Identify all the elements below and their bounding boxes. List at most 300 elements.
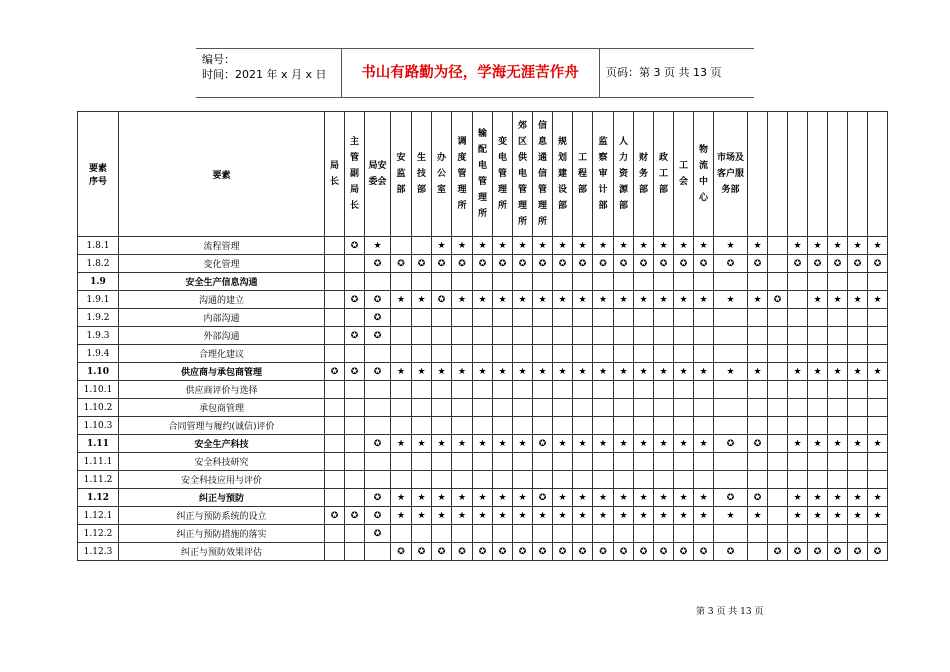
related-responsibility-mark: ★ (634, 489, 654, 507)
empty-cell (513, 417, 533, 435)
row-id: 1.12.3 (78, 543, 119, 561)
row-id: 1.11 (78, 435, 119, 453)
related-responsibility-mark: ★ (868, 291, 888, 309)
related-responsibility-mark: ★ (694, 363, 714, 381)
primary-responsibility-mark: ✪ (593, 543, 614, 561)
column-header: 办公室 (432, 112, 452, 237)
primary-responsibility-mark: ✪ (748, 255, 768, 273)
primary-responsibility-mark: ✪ (553, 255, 573, 273)
related-responsibility-mark: ★ (593, 435, 614, 453)
primary-responsibility-mark: ✪ (828, 255, 848, 273)
empty-cell (533, 309, 553, 327)
related-responsibility-mark: ★ (513, 291, 533, 309)
empty-cell (493, 309, 513, 327)
primary-responsibility-mark: ✪ (614, 543, 634, 561)
related-responsibility-mark: ★ (654, 237, 674, 255)
empty-cell (788, 381, 808, 399)
empty-cell (788, 291, 808, 309)
empty-cell (553, 381, 573, 399)
related-responsibility-mark: ★ (533, 291, 553, 309)
empty-cell (493, 525, 513, 543)
empty-cell (788, 453, 808, 471)
empty-cell (432, 525, 452, 543)
related-responsibility-mark: ★ (573, 507, 593, 525)
empty-cell (614, 417, 634, 435)
empty-cell (714, 399, 748, 417)
related-responsibility-mark: ★ (513, 363, 533, 381)
primary-responsibility-mark: ✪ (365, 435, 391, 453)
empty-cell (768, 327, 788, 345)
empty-cell (473, 471, 493, 489)
empty-cell (493, 417, 513, 435)
empty-cell (325, 345, 345, 363)
empty-cell (365, 543, 391, 561)
empty-cell (614, 453, 634, 471)
empty-cell (828, 309, 848, 327)
empty-cell (391, 237, 412, 255)
table-row (78, 489, 888, 507)
empty-cell (748, 471, 768, 489)
primary-responsibility-mark: ✪ (573, 255, 593, 273)
primary-responsibility-mark: ✪ (513, 255, 533, 273)
primary-responsibility-mark: ✪ (365, 507, 391, 525)
related-responsibility-mark: ★ (654, 435, 674, 453)
empty-cell (848, 399, 868, 417)
related-responsibility-mark: ★ (848, 237, 868, 255)
related-responsibility-mark: ★ (452, 507, 473, 525)
primary-responsibility-mark: ✪ (634, 255, 654, 273)
primary-responsibility-mark: ✪ (533, 489, 553, 507)
page-footer: 第 3 页 共 13 页 (696, 607, 764, 617)
column-header: 工程部 (573, 112, 593, 237)
empty-cell (412, 345, 432, 363)
related-responsibility-mark: ★ (432, 507, 452, 525)
related-responsibility-mark: ★ (808, 435, 828, 453)
document-header (196, 48, 754, 98)
empty-cell (714, 327, 748, 345)
empty-cell (432, 399, 452, 417)
related-responsibility-mark: ★ (788, 237, 808, 255)
empty-cell (808, 525, 828, 543)
empty-cell (593, 381, 614, 399)
empty-cell (828, 273, 848, 291)
empty-cell (452, 273, 473, 291)
number-label: 编号： (202, 53, 235, 66)
related-responsibility-mark: ★ (493, 489, 513, 507)
empty-cell (828, 399, 848, 417)
primary-responsibility-mark: ✪ (365, 291, 391, 309)
related-responsibility-mark: ★ (391, 363, 412, 381)
empty-cell (573, 471, 593, 489)
row-name: 安全生产科技 (119, 435, 325, 453)
empty-cell (694, 345, 714, 363)
column-header: 工会 (674, 112, 694, 237)
row-name: 纠正与预防 (119, 489, 325, 507)
column-header: 变电管理所 (493, 112, 513, 237)
empty-cell (325, 327, 345, 345)
empty-cell (473, 345, 493, 363)
empty-cell (493, 327, 513, 345)
empty-cell (553, 399, 573, 417)
empty-cell (573, 381, 593, 399)
related-responsibility-mark: ★ (473, 237, 493, 255)
primary-responsibility-mark: ✪ (325, 507, 345, 525)
empty-cell (412, 309, 432, 327)
empty-cell (432, 453, 452, 471)
related-responsibility-mark: ★ (412, 435, 432, 453)
related-responsibility-mark: ★ (654, 363, 674, 381)
empty-cell (768, 363, 788, 381)
related-responsibility-mark: ★ (654, 489, 674, 507)
related-responsibility-mark: ★ (634, 363, 654, 381)
empty-cell (848, 345, 868, 363)
primary-responsibility-mark: ✪ (432, 255, 452, 273)
related-responsibility-mark: ★ (634, 291, 654, 309)
related-responsibility-mark: ★ (493, 237, 513, 255)
column-header: 监察审计部 (593, 112, 614, 237)
empty-cell (365, 273, 391, 291)
related-responsibility-mark: ★ (593, 237, 614, 255)
primary-responsibility-mark: ✪ (848, 255, 868, 273)
empty-cell (614, 345, 634, 363)
empty-cell (473, 327, 493, 345)
row-id: 1.11.2 (78, 471, 119, 489)
related-responsibility-mark: ★ (714, 237, 748, 255)
primary-responsibility-mark: ✪ (345, 291, 365, 309)
empty-cell (452, 381, 473, 399)
empty-cell (432, 417, 452, 435)
empty-cell (513, 309, 533, 327)
empty-cell (432, 309, 452, 327)
empty-cell (345, 435, 365, 453)
empty-cell (473, 399, 493, 417)
column-header (868, 112, 888, 237)
primary-responsibility-mark: ✪ (634, 543, 654, 561)
empty-cell (412, 273, 432, 291)
column-header: 郊区供电管理所 (513, 112, 533, 237)
empty-cell (553, 471, 573, 489)
related-responsibility-mark: ★ (412, 363, 432, 381)
empty-cell (473, 381, 493, 399)
row-name: 供应商与承包商管理 (119, 363, 325, 381)
row-id: 1.8.2 (78, 255, 119, 273)
related-responsibility-mark: ★ (513, 237, 533, 255)
empty-cell (808, 309, 828, 327)
empty-cell (573, 327, 593, 345)
related-responsibility-mark: ★ (493, 507, 513, 525)
related-responsibility-mark: ★ (748, 363, 768, 381)
empty-cell (614, 309, 634, 327)
primary-responsibility-mark: ✪ (748, 435, 768, 453)
column-header: 输配电管理所 (473, 112, 493, 237)
related-responsibility-mark: ★ (593, 363, 614, 381)
related-responsibility-mark: ★ (674, 507, 694, 525)
related-responsibility-mark: ★ (573, 435, 593, 453)
related-responsibility-mark: ★ (828, 291, 848, 309)
row-name: 供应商评价与选择 (119, 381, 325, 399)
empty-cell (513, 381, 533, 399)
primary-responsibility-mark: ✪ (513, 543, 533, 561)
related-responsibility-mark: ★ (473, 363, 493, 381)
empty-cell (828, 453, 848, 471)
related-responsibility-mark: ★ (848, 435, 868, 453)
empty-cell (345, 417, 365, 435)
empty-cell (788, 345, 808, 363)
related-responsibility-mark: ★ (694, 507, 714, 525)
empty-cell (788, 327, 808, 345)
empty-cell (808, 453, 828, 471)
empty-cell (674, 381, 694, 399)
empty-cell (325, 471, 345, 489)
table-row (78, 525, 888, 543)
table-row (78, 381, 888, 399)
empty-cell (768, 381, 788, 399)
empty-cell (768, 525, 788, 543)
empty-cell (573, 525, 593, 543)
primary-responsibility-mark: ✪ (848, 543, 868, 561)
primary-responsibility-mark: ✪ (391, 255, 412, 273)
primary-responsibility-mark: ✪ (365, 489, 391, 507)
empty-cell (412, 327, 432, 345)
empty-cell (634, 309, 654, 327)
empty-cell (674, 525, 694, 543)
empty-cell (868, 453, 888, 471)
empty-cell (634, 273, 654, 291)
empty-cell (674, 345, 694, 363)
primary-responsibility-mark: ✪ (748, 489, 768, 507)
empty-cell (748, 381, 768, 399)
related-responsibility-mark: ★ (614, 237, 634, 255)
empty-cell (694, 327, 714, 345)
empty-cell (808, 417, 828, 435)
related-responsibility-mark: ★ (432, 435, 452, 453)
empty-cell (325, 399, 345, 417)
table-row (78, 291, 888, 309)
related-responsibility-mark: ★ (593, 291, 614, 309)
row-name: 外部沟通 (119, 327, 325, 345)
row-id: 1.9.4 (78, 345, 119, 363)
empty-cell (432, 273, 452, 291)
primary-responsibility-mark: ✪ (768, 291, 788, 309)
empty-cell (391, 381, 412, 399)
row-id: 1.10.3 (78, 417, 119, 435)
empty-cell (345, 471, 365, 489)
empty-cell (533, 399, 553, 417)
empty-cell (593, 327, 614, 345)
related-responsibility-mark: ★ (634, 507, 654, 525)
empty-cell (432, 345, 452, 363)
related-responsibility-mark: ★ (553, 489, 573, 507)
empty-cell (473, 525, 493, 543)
id-header-line: 序号 (88, 177, 107, 187)
empty-cell (452, 471, 473, 489)
empty-cell (473, 309, 493, 327)
empty-cell (493, 381, 513, 399)
empty-cell (828, 327, 848, 345)
empty-cell (553, 273, 573, 291)
empty-cell (493, 453, 513, 471)
empty-cell (654, 309, 674, 327)
row-name: 合理化建议 (119, 345, 325, 363)
empty-cell (848, 273, 868, 291)
related-responsibility-mark: ★ (868, 507, 888, 525)
empty-cell (593, 399, 614, 417)
related-responsibility-mark: ★ (365, 237, 391, 255)
empty-cell (493, 345, 513, 363)
empty-cell (593, 525, 614, 543)
empty-cell (788, 417, 808, 435)
empty-cell (694, 453, 714, 471)
empty-cell (848, 471, 868, 489)
empty-cell (432, 471, 452, 489)
row-id: 1.9.1 (78, 291, 119, 309)
empty-cell (593, 417, 614, 435)
empty-cell (391, 453, 412, 471)
row-id: 1.12.2 (78, 525, 119, 543)
empty-cell (634, 381, 654, 399)
primary-responsibility-mark: ✪ (674, 255, 694, 273)
empty-cell (345, 399, 365, 417)
related-responsibility-mark: ★ (513, 435, 533, 453)
empty-cell (452, 525, 473, 543)
empty-cell (868, 471, 888, 489)
empty-cell (828, 471, 848, 489)
empty-cell (868, 273, 888, 291)
primary-responsibility-mark: ✪ (391, 543, 412, 561)
primary-responsibility-mark: ✪ (473, 543, 493, 561)
empty-cell (513, 327, 533, 345)
empty-cell (493, 399, 513, 417)
primary-responsibility-mark: ✪ (808, 255, 828, 273)
primary-responsibility-mark: ✪ (694, 255, 714, 273)
empty-cell (768, 489, 788, 507)
empty-cell (573, 453, 593, 471)
empty-cell (694, 309, 714, 327)
primary-responsibility-mark: ✪ (674, 543, 694, 561)
row-id: 1.12.1 (78, 507, 119, 525)
empty-cell (748, 309, 768, 327)
empty-cell (345, 525, 365, 543)
empty-cell (808, 471, 828, 489)
row-name: 沟通的建立 (119, 291, 325, 309)
empty-cell (325, 237, 345, 255)
empty-cell (788, 471, 808, 489)
id-header (78, 112, 119, 237)
empty-cell (828, 417, 848, 435)
empty-cell (694, 399, 714, 417)
table-row (78, 453, 888, 471)
row-id: 1.8.1 (78, 237, 119, 255)
column-header: 调度管理所 (452, 112, 473, 237)
primary-responsibility-mark: ✪ (533, 435, 553, 453)
related-responsibility-mark: ★ (808, 291, 828, 309)
empty-cell (634, 327, 654, 345)
related-responsibility-mark: ★ (674, 489, 694, 507)
primary-responsibility-mark: ✪ (365, 327, 391, 345)
related-responsibility-mark: ★ (674, 363, 694, 381)
related-responsibility-mark: ★ (473, 489, 493, 507)
empty-cell (654, 471, 674, 489)
empty-cell (634, 453, 654, 471)
table-row (78, 417, 888, 435)
related-responsibility-mark: ★ (573, 237, 593, 255)
empty-cell (573, 417, 593, 435)
empty-cell (768, 507, 788, 525)
empty-cell (365, 345, 391, 363)
row-id: 1.10 (78, 363, 119, 381)
empty-cell (748, 345, 768, 363)
empty-cell (493, 273, 513, 291)
column-header: 局长 (325, 112, 345, 237)
empty-cell (848, 417, 868, 435)
empty-cell (654, 381, 674, 399)
id-header-line: 要素 (88, 164, 107, 174)
column-header: 人力资源部 (614, 112, 634, 237)
related-responsibility-mark: ★ (412, 291, 432, 309)
empty-cell (828, 525, 848, 543)
empty-cell (674, 327, 694, 345)
empty-cell (714, 471, 748, 489)
column-header (748, 112, 768, 237)
empty-cell (345, 309, 365, 327)
primary-responsibility-mark: ✪ (452, 543, 473, 561)
empty-cell (452, 327, 473, 345)
empty-cell (513, 471, 533, 489)
primary-responsibility-mark: ✪ (412, 543, 432, 561)
related-responsibility-mark: ★ (533, 507, 553, 525)
row-id: 1.9 (78, 273, 119, 291)
empty-cell (748, 327, 768, 345)
related-responsibility-mark: ★ (808, 507, 828, 525)
table-row (78, 435, 888, 453)
empty-cell (553, 525, 573, 543)
empty-cell (593, 309, 614, 327)
row-name: 流程管理 (119, 237, 325, 255)
empty-cell (674, 417, 694, 435)
primary-responsibility-mark: ✪ (473, 255, 493, 273)
empty-cell (768, 435, 788, 453)
related-responsibility-mark: ★ (614, 291, 634, 309)
empty-cell (748, 453, 768, 471)
related-responsibility-mark: ★ (848, 507, 868, 525)
row-name: 纠正与预防效果评估 (119, 543, 325, 561)
empty-cell (788, 309, 808, 327)
empty-cell (573, 309, 593, 327)
row-name: 变化管理 (119, 255, 325, 273)
related-responsibility-mark: ★ (614, 363, 634, 381)
related-responsibility-mark: ★ (412, 507, 432, 525)
empty-cell (533, 381, 553, 399)
related-responsibility-mark: ★ (828, 435, 848, 453)
empty-cell (868, 327, 888, 345)
empty-cell (573, 345, 593, 363)
empty-cell (533, 273, 553, 291)
empty-cell (412, 525, 432, 543)
empty-cell (573, 273, 593, 291)
related-responsibility-mark: ★ (788, 363, 808, 381)
empty-cell (674, 471, 694, 489)
table-row (78, 273, 888, 291)
related-responsibility-mark: ★ (614, 489, 634, 507)
empty-cell (325, 435, 345, 453)
table-row (78, 363, 888, 381)
related-responsibility-mark: ★ (452, 363, 473, 381)
empty-cell (868, 309, 888, 327)
column-header (808, 112, 828, 237)
empty-cell (325, 417, 345, 435)
related-responsibility-mark: ★ (473, 291, 493, 309)
column-header: 政工部 (654, 112, 674, 237)
